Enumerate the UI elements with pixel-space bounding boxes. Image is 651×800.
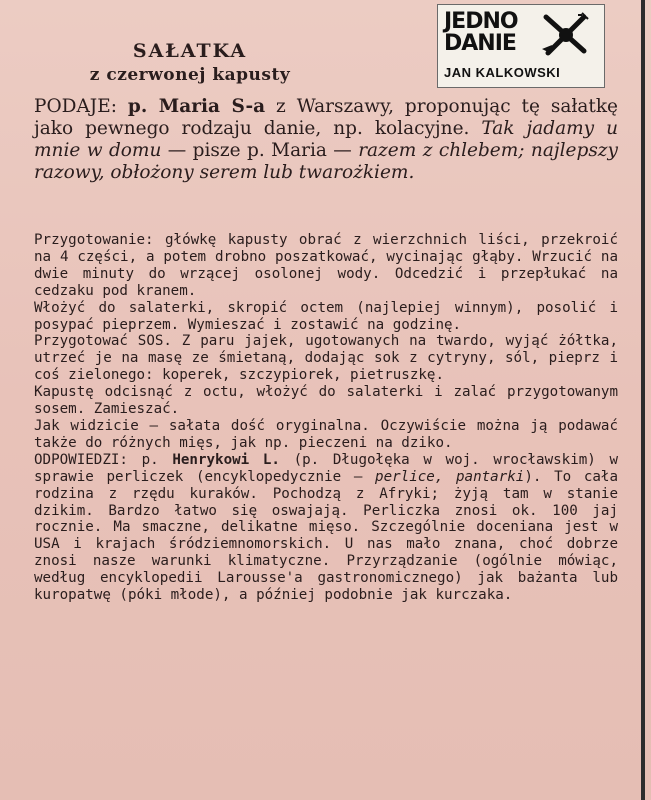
page-edge-divider [641, 0, 645, 800]
intro-quote-2: razem z chlebem; najlepszy razowy, obłożony serem lub twarożkiem. [34, 140, 619, 183]
column-logo-title [444, 11, 518, 55]
intro-text-2: — pisze p. Maria — [161, 140, 359, 161]
column-author: JAN KALKOWSKI [444, 65, 561, 80]
answers-text-1: p. [127, 451, 173, 468]
intro-paragraph [34, 96, 618, 184]
intro-lead: PODAJE: [34, 96, 117, 117]
logo-title-line2: DANIE [444, 31, 516, 56]
intro-sender: p. Maria S-a [127, 96, 266, 117]
paragraph-seasoning: Włożyć do salaterki, skropić octem (najlepiej winnym), posolić i posypać pieprzem. Wymieszać i zostawić na godzinę. [34, 299, 618, 333]
article-heading [40, 40, 340, 85]
paragraph-preparation: Przygotowanie: główkę kapusty obrać z wierzchnich liści, przekroić na 4 części, a potem drobno poszatkować, wycinając głąby. Wrzucić na dwie minuty do wrzącej osolonej wody. Odcedzić i przepłukać na cedzaku pod kranem. [34, 232, 618, 299]
answers-lead: ODPOWIEDZI: [34, 451, 128, 468]
intro-text-1: z Warszawy, proponując tę sałatkę jako pewnego rodzaju danie, np. kolacyjne. [34, 96, 618, 139]
intro-quote-1: Tak jadamy u mnie w domu [34, 118, 618, 161]
article-intro [34, 96, 618, 184]
paragraph-comment: Jak widzicie — sałata dość oryginalna. Oczywiście można ją podawać także do różnych mięs, jak np. pieczeni na dziko. [34, 417, 618, 451]
paragraph-answers [34, 452, 618, 604]
article-subtitle: z czerwonej kapusty [89, 65, 291, 85]
paragraph-assembly: Kapustę odcisnąć z octu, włożyć do salaterki i zalać przygotowanym sosem. Zamieszać. [34, 384, 618, 418]
answers-text-2: (p. Długołęka w woj. wrocławskim) w sprawie perliczek (encyklopedycznie — [34, 451, 619, 485]
article-body [34, 232, 618, 604]
logo-title-line1: JEDNO [444, 9, 518, 34]
paragraph-sauce: Przygotować SOS. Z paru jajek, ugotowanych na twardo, wyjąć żółtka, utrzeć je na masę ze śmietaną, dodając sok z cytryny, sól, pieprz i coś zielonego: koperek, szczypiorek, pietruszkę. [34, 333, 618, 384]
answers-term: perlice, pantarki [375, 468, 525, 485]
answers-name: Henrykowi L. [172, 451, 280, 468]
fork-and-knife-icon [538, 11, 594, 59]
answers-text-3: ). To cała rodzina z rzędu kuraków. Pochodzą z Afryki; żyją tam w stanie dzikim. Bardzo łatwo się oswajają. Perliczka znosi ok. 100 jaj rocznie. Ma smaczne, delikatne mięso. Szczególnie doceniana jest w USA i krajach śródziemnomorskich. U nas mało znana, choć dobrze znosi nasze warunki klimatyczne. Przyrządzanie (ogólnie mówiąc, według encyklopedii Larousse'a gastronomicznego) jak bażanta lub kuropatwę (póki młode), a później podobnie jak kurczaka. [34, 468, 618, 604]
column-logo [437, 4, 605, 88]
article-title: SAŁATKA [132, 40, 248, 62]
